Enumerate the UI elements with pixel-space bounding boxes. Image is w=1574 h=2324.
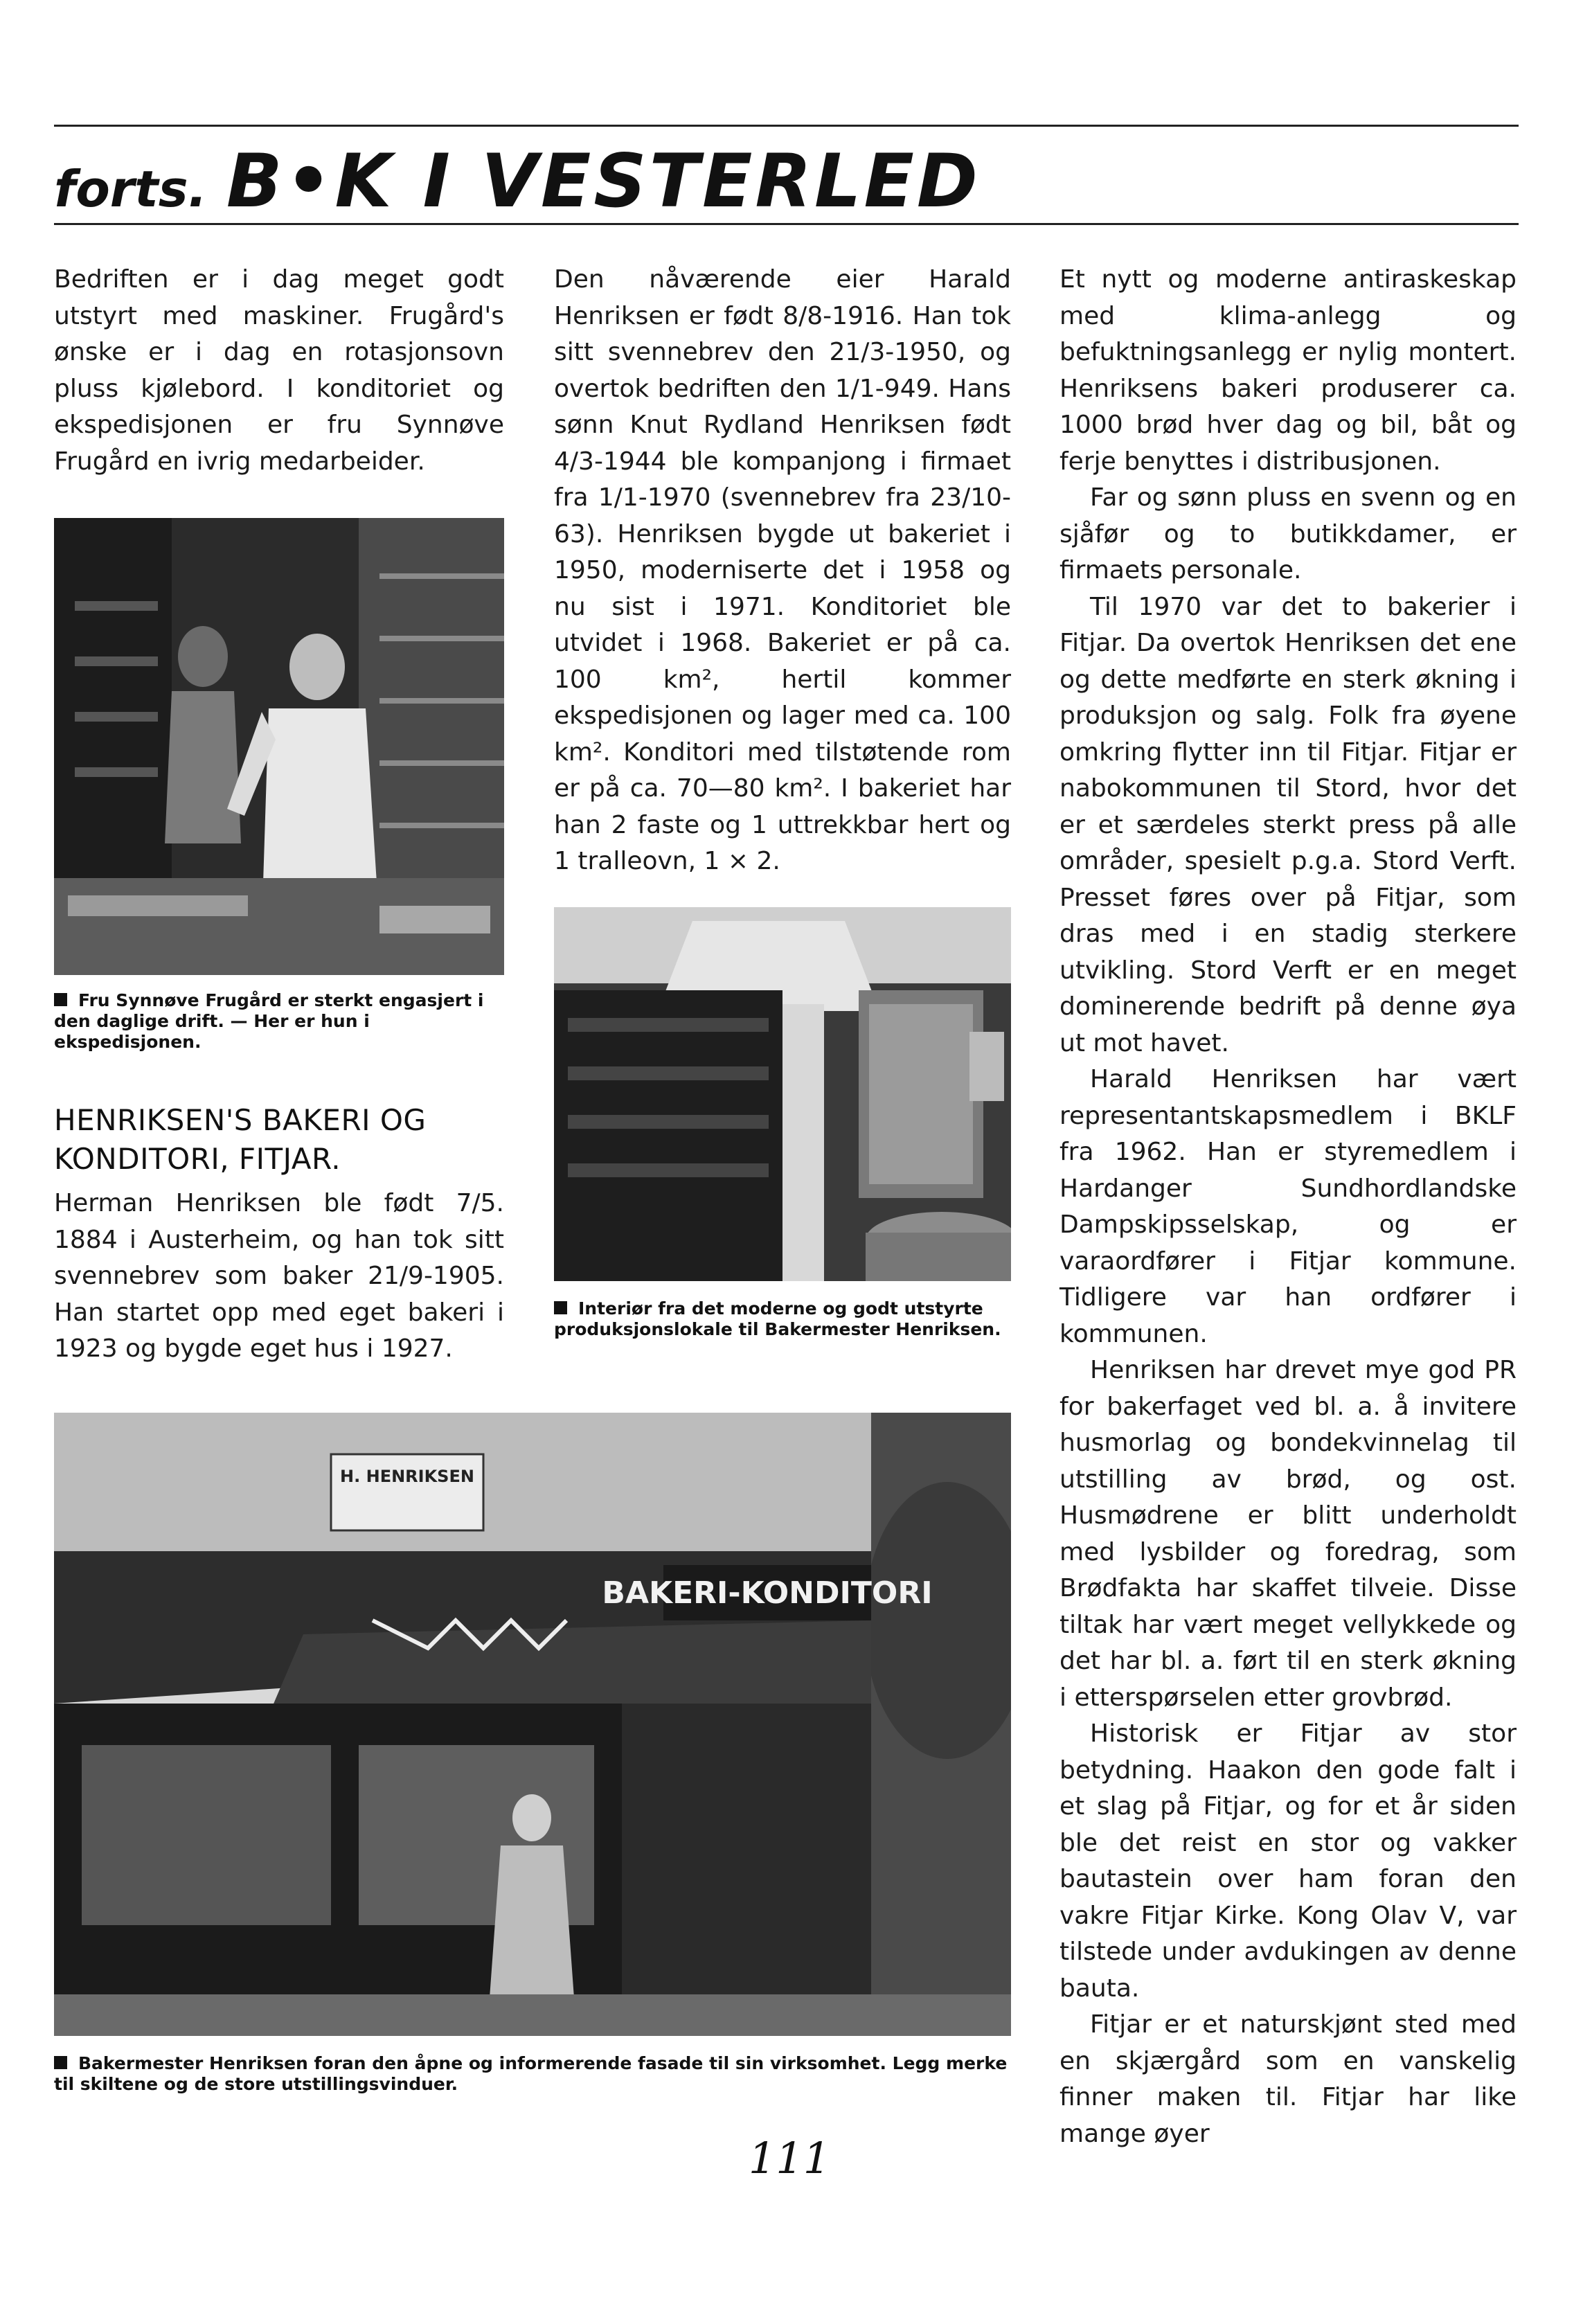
photo-bakery-storefront-image bbox=[54, 1413, 1011, 2036]
col3-paragraph-3: Til 1970 var det to bakerier i Fitjar. Da overtok Henriksen det ene og dette medførte en sterk økning i produksjon og salg. Folk fra øyene omkring flytter inn til Fitjar. Fitjar er nabokommunen til Stord, hvor det er et særdeles sterkt press på alle områder, spesielt p.g.a. Stord Verft. Presset føres over på Fitjar, som dras med i en stadig sterkere utvikling. Stord Verft er en meget dominerende bedrift på denne øya ut mot havet. bbox=[1059, 592, 1517, 1057]
title-prefix: forts. bbox=[54, 160, 207, 218]
column-1-body bbox=[54, 1186, 504, 1368]
photo-bakery-interior-caption bbox=[554, 1298, 1011, 1340]
storefront-sign-small: H. HENRIKSEN bbox=[340, 1467, 474, 1486]
column-3-body bbox=[1059, 262, 1517, 2152]
title-text: B•K I VESTERLED bbox=[226, 138, 981, 224]
photo-bakery-shop-image bbox=[54, 518, 504, 975]
col3-paragraph-4: Harald Henriksen har vært representantskapsmedlem i BKLF fra 1962. Han er styremedlem i Hardanger Sundhordlandske Dampskipsselskap, og er varaordfører i Fitjar kommune. Tidligere var han ordfører i kommunen. bbox=[1059, 1065, 1517, 1348]
photo-bakery-interior-image bbox=[554, 907, 1011, 1281]
col3-paragraph-1: Et nytt og moderne antiraskeskap med klima-anlegg og befuktningsanlegg er nylig montert. Henriksens bakeri produserer ca. 1000 brød hver dag og bil, båt og ferje benyttes i distribusjonen. bbox=[1059, 265, 1517, 476]
intro-paragraph: Bedriften er i dag meget godt utstyrt med maskiner. Frugård's ønske er i dag en rotasjonsovn pluss kjølebord. I konditoriet og ekspedisjonen er fru Synnøve Frugård en ivrig medarbeider. bbox=[54, 265, 504, 476]
column-1-intro bbox=[54, 262, 504, 480]
caption-bullet-icon bbox=[554, 1301, 567, 1314]
section-heading: HENRIKSEN'S BAKERI OG KONDITORI, FITJAR. bbox=[54, 1103, 427, 1176]
page-title bbox=[54, 138, 1231, 229]
caption-bullet-icon bbox=[54, 2056, 67, 2069]
history-paragraph: Herman Henriksen ble født 7/5. 1884 i Austerheim, og han tok sitt svennebrev som baker 21/9-1905. Han startet opp med eget bakeri i 1923 og bygde eget hus i 1927. bbox=[54, 1189, 504, 1363]
caption-text: Interiør fra det moderne og godt utstyrte produksjonslokale til Bakermester Henriksen. bbox=[554, 1298, 1001, 1339]
column-2-body bbox=[554, 262, 1011, 880]
storefront-sign-large: BAKERI-KONDITORI bbox=[602, 1575, 933, 1611]
col3-paragraph-6: Historisk er Fitjar av stor betydning. Haakon den gode falt i et slag på Fitjar, og for et år siden ble det reist en stor og vakker bautastein over ham foran den vakre Fitjar Kirke. Kong Olav V, var tilstede under avdukingen av denne bauta. bbox=[1059, 1719, 1517, 2003]
caption-bullet-icon bbox=[54, 993, 67, 1006]
caption-text: Fru Synnøve Frugård er sterkt engasjert i den daglige drift. — Her er hun i ekspedisjonen. bbox=[54, 990, 484, 1052]
photo-bakery-interior bbox=[554, 907, 1011, 1281]
photo-bakery-storefront bbox=[54, 1413, 1011, 2036]
top-rule bbox=[54, 125, 1519, 127]
owner-paragraph: Den nåværende eier Harald Henriksen er født 8/8-1916. Han tok sitt svennebrev den 21/3-1950, og overtok bedriften den 1/1-949. Hans sønn Knut Rydland Henriksen født 4/3-1944 ble kompanjong i firmaet fra 1/1-1970 (svennebrev fra 23/10-63). Henriksen bygde ut bakeriet i 1950, moderniserte det i 1958 og nu sist i 1971. Konditoriet ble utvidet i 1968. Bakeriet er på ca. 100 km², hertil kommer ekspedisjonen og lager med ca. 100 km². Konditori med tilstøtende rom er på ca. 70—80 km². I bakeriet har han 2 faste og 1 uttrekkbar hert og 1 tralleovn, 1 × 2. bbox=[554, 265, 1011, 875]
photo-bakery-shop-caption bbox=[54, 990, 504, 1053]
col3-paragraph-7: Fitjar er et naturskjønt sted med en skjærgård som en vanskelig finner maken til. Fitjar har like mange øyer bbox=[1059, 2010, 1517, 2148]
col3-paragraph-2: Far og sønn pluss en svenn og en sjåfør og to butikkdamer, er firmaets personale. bbox=[1059, 483, 1517, 584]
photo-bakery-shop bbox=[54, 518, 504, 975]
caption-text: Bakermester Henriksen foran den åpne og informerende fasade til sin virksomhet. Legg merke til skiltene og de store utstillingsvinduer. bbox=[54, 2053, 1008, 2094]
page-number: 111 bbox=[748, 2133, 831, 2183]
col3-paragraph-5: Henriksen har drevet mye god PR for bakerfaget ved bl. a. å invitere husmorlag og bondekvinnelag til utstilling av brød, og ost. Husmødrene er blitt underholdt med lysbilder og foredrag, som Brødfakta har skaffet tilveie. Disse tiltak har vært meget vellykkede og det har bl. a. ført til en sterk økning i etterspørselen etter grovbrød. bbox=[1059, 1356, 1517, 1712]
photo-bakery-storefront-caption bbox=[54, 2053, 1011, 2095]
